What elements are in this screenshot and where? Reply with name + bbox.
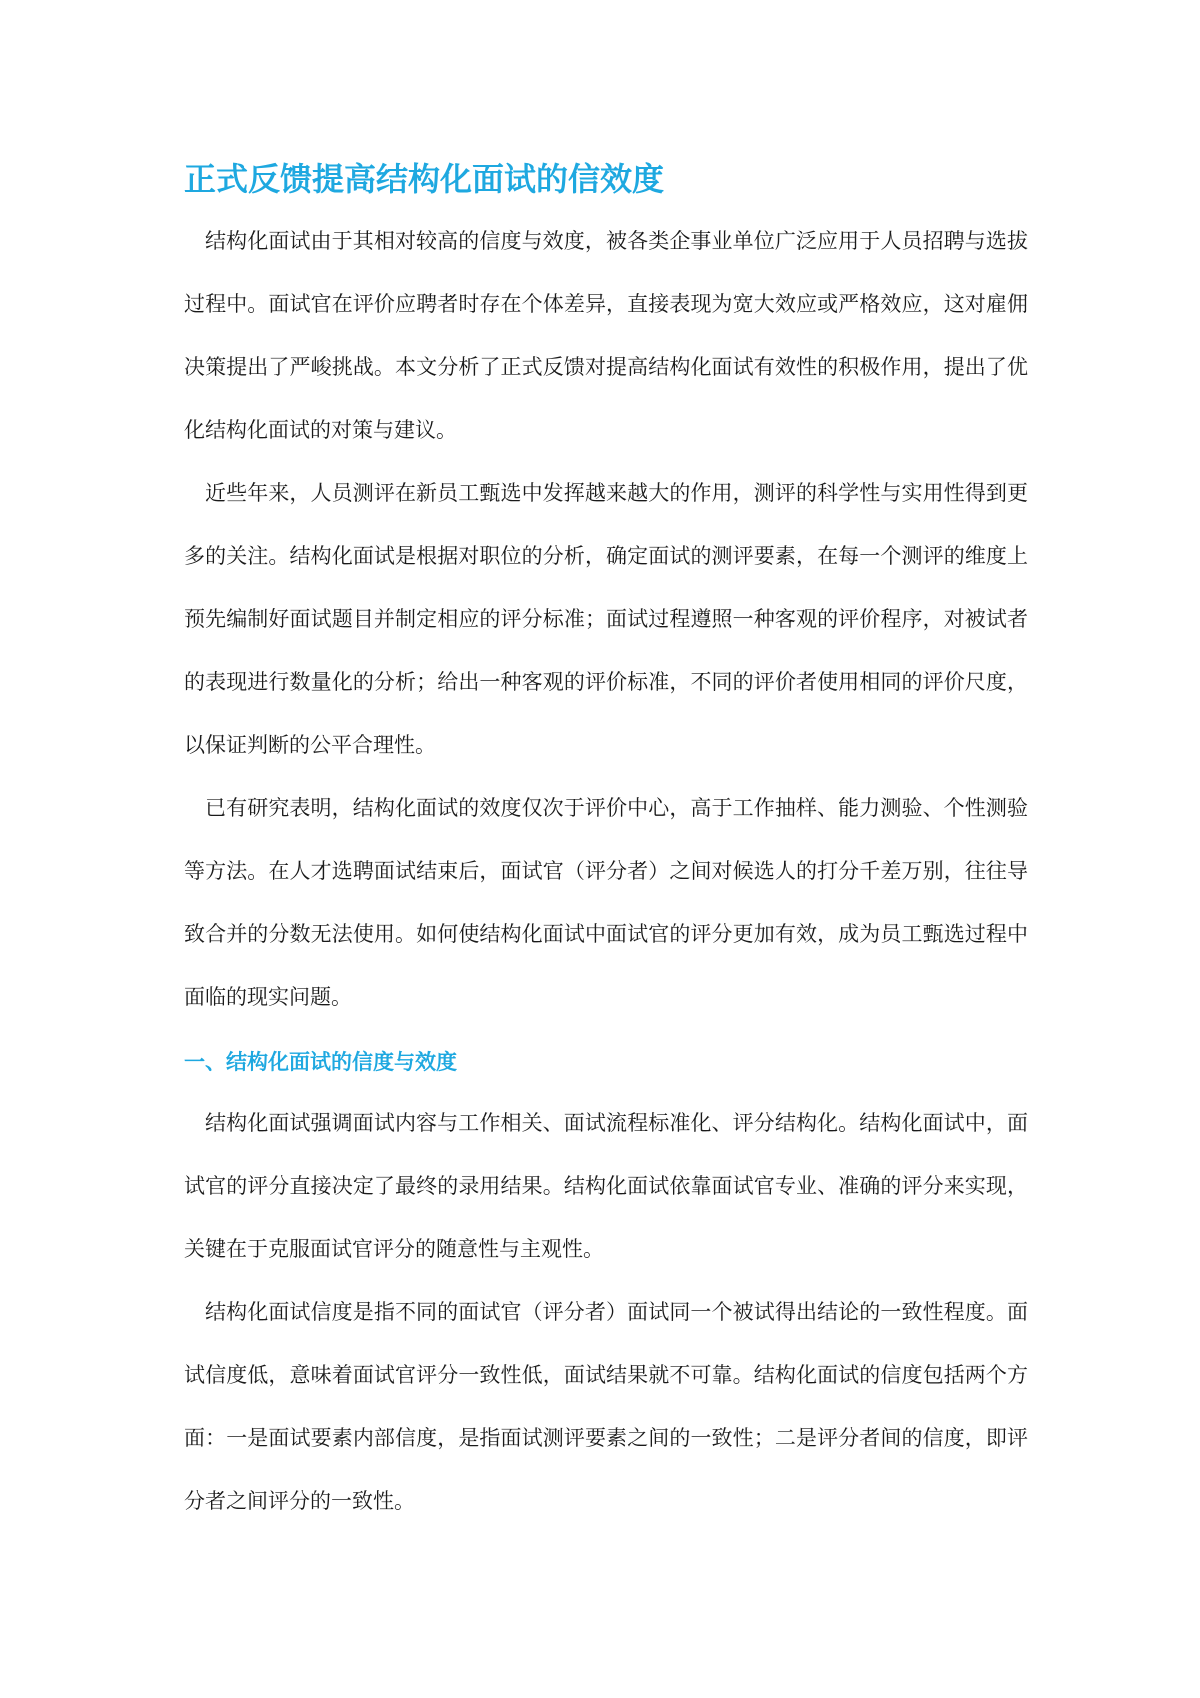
section1-paragraph-1: 结构化面试强调面试内容与工作相关、面试流程标准化、评分结构化。结构化面试中，面试官的评分直接决定了最终的录用结果。结构化面试依靠面试官专业、准确的评分来实现，关键在于克服面试官评分的随意性与主观性。: [184, 1111, 1028, 1261]
article-title: 正式反馈提高结构化面试的信效度: [184, 160, 665, 198]
intro-paragraph-2: 近些年来，人员测评在新员工甄选中发挥越来越大的作用，测评的科学性与实用性得到更多的关注。结构化面试是根据对职位的分析，确定面试的测评要素，在每一个测评的维度上预先编制好面试题目并制定相应的评分标准；面试过程遵照一种客观的评价程序，对被试者的表现进行数量化的分析；给出一种客观的评价标准，不同的评价者使用相同的评价尺度，以保证判断的公平合理性。: [184, 481, 1028, 757]
section1-paragraph-2: 结构化面试信度是指不同的面试官（评分者）面试同一个被试得出结论的一致性程度。面试信度低，意味着面试官评分一致性低，面试结果就不可靠。结构化面试的信度包括两个方面：一是面试要素内部信度，是指面试测评要素之间的一致性；二是评分者间的信度，即评分者之间评分的一致性。: [184, 1300, 1028, 1513]
section-heading-1: 一、结构化面试的信度与效度: [184, 1050, 457, 1074]
intro-paragraph-3: 已有研究表明，结构化面试的效度仅次于评价中心，高于工作抽样、能力测验、个性测验等方法。在人才选聘面试结束后，面试官（评分者）之间对候选人的打分千差万别，往往导致合并的分数无法使用。如何使结构化面试中面试官的评分更加有效，成为员工甄选过程中面临的现实问题。: [184, 796, 1028, 1009]
intro-paragraph-1: 结构化面试由于其相对较高的信度与效度，被各类企事业单位广泛应用于人员招聘与选拔过程中。面试官在评价应聘者时存在个体差异，直接表现为宽大效应或严格效应，这对雇佣决策提出了严峻挑战。本文分析了正式反馈对提高结构化面试有效性的积极作用，提出了优化结构化面试的对策与建议。: [184, 229, 1028, 442]
